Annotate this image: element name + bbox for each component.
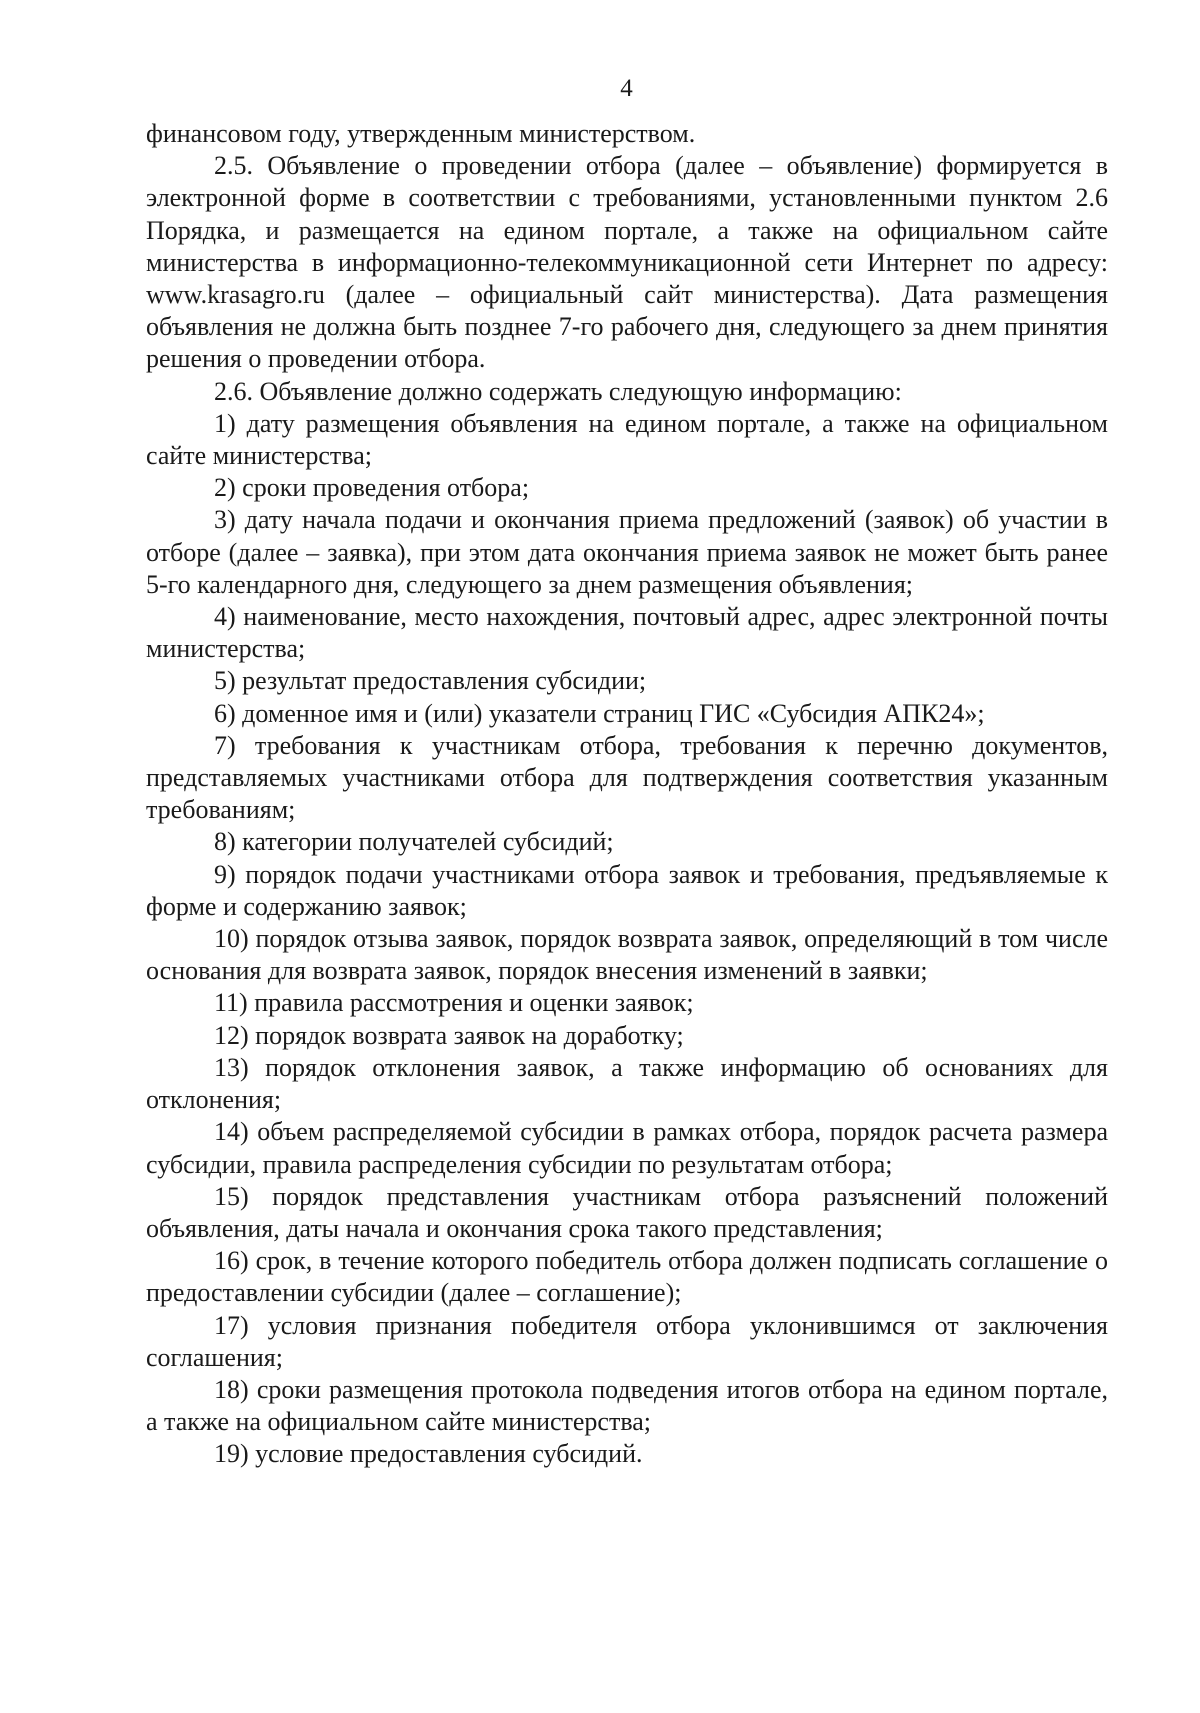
list-item-10: 10) порядок отзыва заявок, порядок возврата заявок, определяющий в том числе основания для возврата заявок, порядок внесения изменений в заявки; bbox=[146, 924, 1108, 986]
list-item-3: 3) дату начала подачи и окончания приема предложений (заявок) об участии в отборе (далее – заявка), при этом дата окончания приема заявок не может быть ранее 5-го календарного дня, следующего за днем размещения объявления; bbox=[146, 505, 1108, 599]
list-item-4: 4) наименование, место нахождения, почтовый адрес, адрес электронной почты министерства; bbox=[146, 602, 1108, 664]
document-body bbox=[146, 118, 1108, 1471]
list-item-5: 5) результат предоставления субсидии; bbox=[214, 666, 647, 696]
list-item-1: 1) дату размещения объявления на едином портале, а также на официальном сайте министерства; bbox=[146, 408, 1108, 471]
list-item-8: 8) категории получателей субсидий; bbox=[214, 827, 614, 857]
list-item-17: 17) условия признания победителя отбора уклонившимся от заключения соглашения; bbox=[146, 1310, 1108, 1372]
list-item-2: 2) сроки проведения отбора; bbox=[214, 473, 530, 503]
list-item-7: 7) требования к участникам отбора, требования к перечню документов, представляемых участниками отбора для подтверждения соответствия указанным требованиям; bbox=[146, 730, 1108, 825]
page-number: 4 bbox=[620, 75, 633, 102]
list-item-13: 13) порядок отклонения заявок, а также информацию об основаниях для отклонения; bbox=[146, 1052, 1108, 1115]
list-item-16: 16) срок, в течение которого победитель отбора должен подписать соглашение о предоставлении субсидии (далее – соглашение); bbox=[146, 1246, 1108, 1308]
list-item-15: 15) порядок представления участникам отбора разъяснений положений объявления, даты начала и окончания срока такого представления; bbox=[146, 1181, 1108, 1243]
paragraph-continuation: финансовом году, утвержденным министерством. bbox=[146, 119, 696, 148]
list-item-9: 9) порядок подачи участниками отбора заявок и требования, предъявляемые к форме и содержанию заявок; bbox=[146, 859, 1108, 921]
list-item-19: 19) условие предоставления субсидий. bbox=[214, 1439, 643, 1469]
list-item-11: 11) правила рассмотрения и оценки заявок; bbox=[214, 988, 694, 1018]
list-item-14: 14) объем распределяемой субсидии в рамках отбора, порядок расчета размера субсидии, правила распределения субсидии по результатам отбора; bbox=[146, 1117, 1108, 1179]
paragraph-2-6: 2.6. Объявление должно содержать следующую информацию: bbox=[214, 376, 902, 406]
list-item-18: 18) сроки размещения протокола подведения итогов отбора на едином портале, а также на официальном сайте министерства; bbox=[146, 1374, 1108, 1437]
paragraph-2-5: 2.5. Объявление о проведении отбора (далее – объявление) формируется в электронной форме в соответствии с требованиями, установленными пунктом 2.6 Порядка, и размещается на едином портале, а также на официальном сайте министерства в информационно-телекоммуникационной сети Интернет по адресу: www.krasagro.ru (далее – официальный сайт министерства). Дата размещения объявления не должна быть позднее 7-го рабочего дня, следующего за днем принятия решения о проведении отбора. bbox=[146, 151, 1108, 374]
list-item-12: 12) порядок возврата заявок на доработку; bbox=[214, 1020, 684, 1050]
list-item-6: 6) доменное имя и (или) указатели страниц ГИС «Субсидия АПК24»; bbox=[214, 698, 985, 728]
